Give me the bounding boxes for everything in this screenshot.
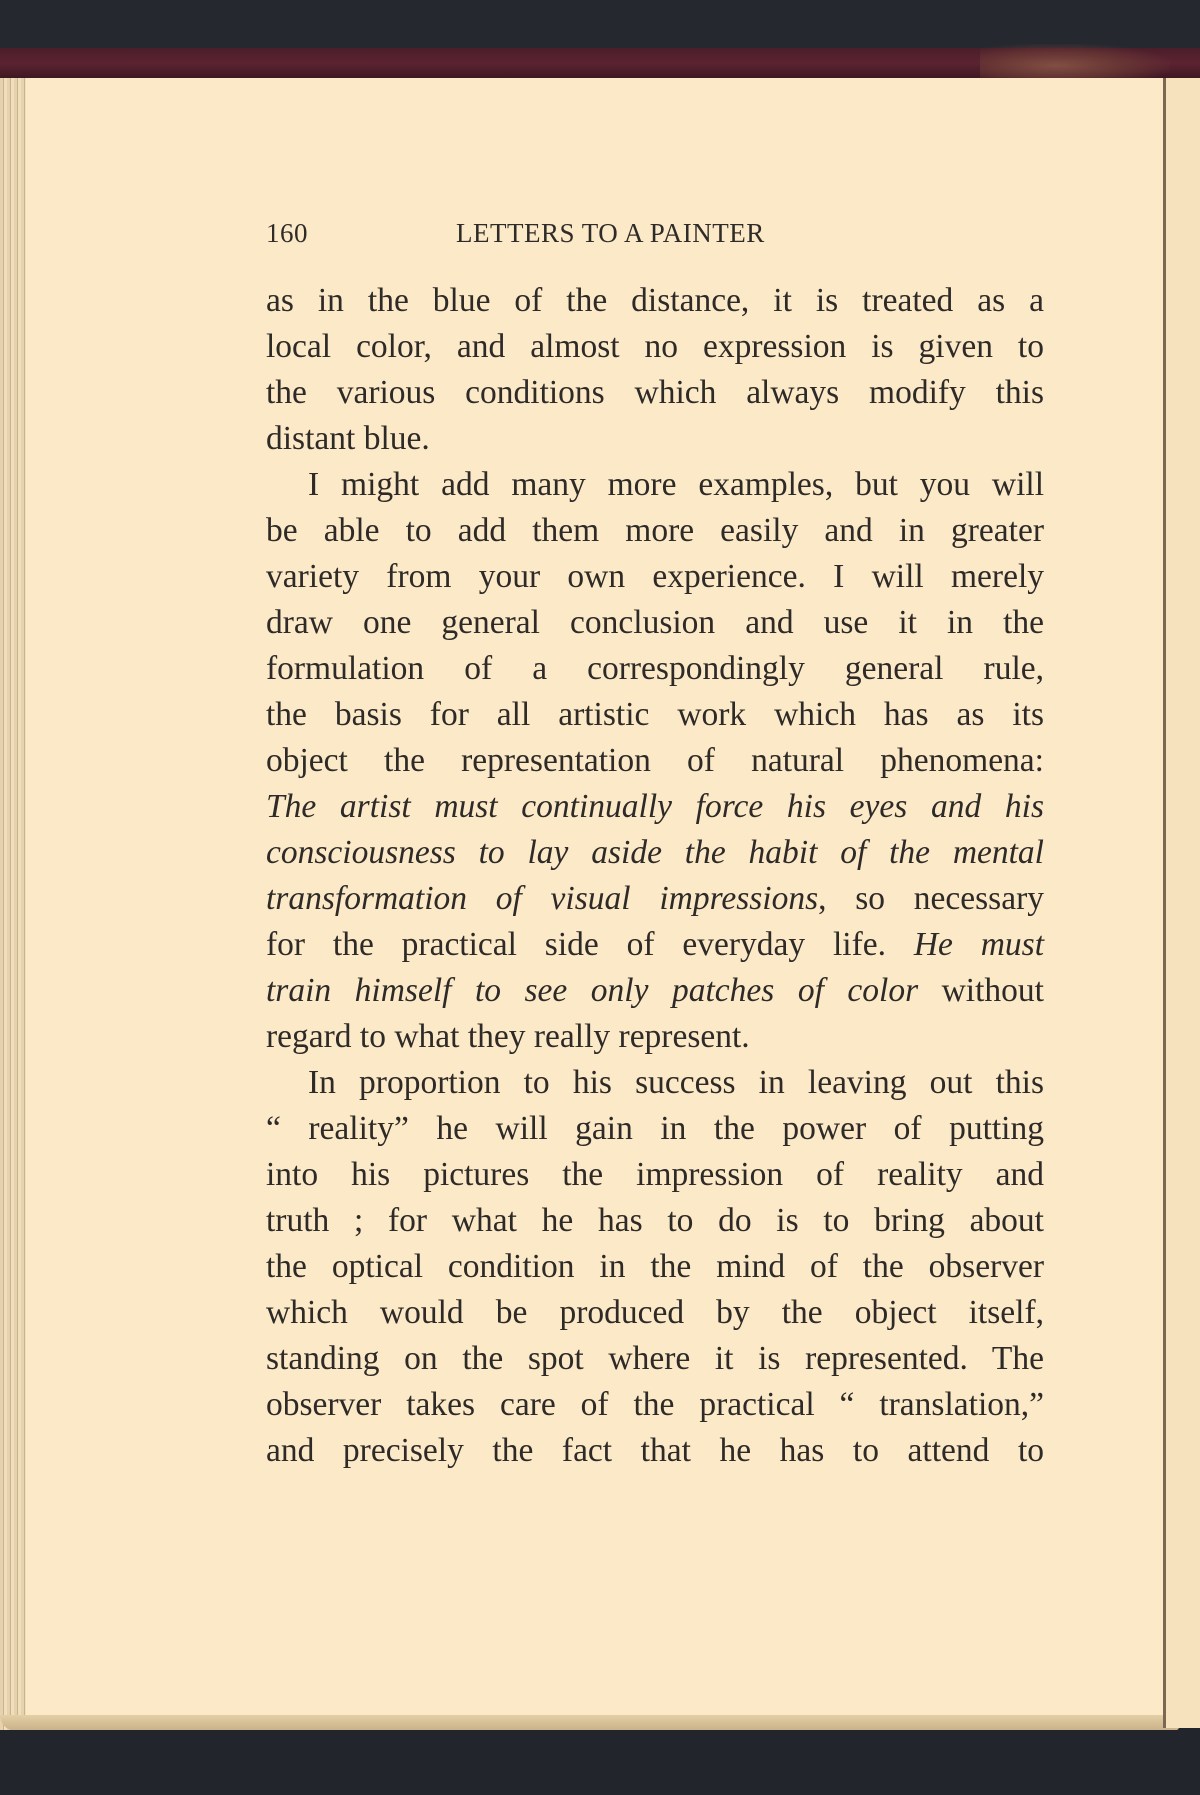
text-segment: local color, and almost no expression is given to <box>266 328 1044 365</box>
text-line <box>266 1106 1044 1152</box>
page-number: 160 <box>266 218 308 248</box>
text-segment: and precisely the fact that he has to attend to <box>266 1432 1044 1469</box>
text-line <box>266 646 1044 692</box>
text-segment: without <box>918 972 1044 1009</box>
text-segment: as in the blue of the distance, it is treated as a <box>266 282 1044 319</box>
text-segment: into his pictures the impression of reality and <box>266 1156 1044 1193</box>
text-segment: the basis for all artistic work which has as its <box>266 696 1044 733</box>
text-segment: truth ; for what he has to do is to bring about <box>266 1202 1044 1239</box>
italic-segment: consciousness to lay aside the habit of the mental <box>266 834 1044 871</box>
text-line <box>266 784 1044 830</box>
text-line <box>266 462 1044 508</box>
text-line <box>266 1336 1044 1382</box>
text-line <box>266 600 1044 646</box>
text-line <box>266 922 1044 968</box>
frayed-headband <box>980 44 1170 80</box>
page-edges-bottom <box>0 1715 1180 1731</box>
text-line <box>266 692 1044 738</box>
text-segment: variety from your own experience. I will merely <box>266 558 1044 595</box>
italic-segment: The artist must continually force his eyes and his <box>266 788 1044 825</box>
text-line <box>266 1152 1044 1198</box>
text-segment: which would be produced by the object itself, <box>266 1294 1044 1331</box>
text-line <box>266 370 1044 416</box>
text-line <box>266 1428 1044 1474</box>
text-line <box>266 1198 1044 1244</box>
text-segment: the optical condition in the mind of the observer <box>266 1248 1044 1285</box>
text-segment: , so necessary <box>818 880 1044 917</box>
text-segment: the various conditions which always modify this <box>266 374 1044 411</box>
text-segment: observer takes care of the practical “ translation,” <box>266 1386 1044 1423</box>
italic-segment: transformation of visual impressions <box>266 880 819 917</box>
text-line <box>266 554 1044 600</box>
text-line <box>266 1244 1044 1290</box>
text-line <box>266 876 1044 922</box>
text-segment: standing on the spot where it is represented. The <box>266 1340 1044 1377</box>
text-line <box>266 968 1044 1014</box>
text-line <box>266 278 1044 324</box>
text-segment: distant blue. <box>266 420 430 457</box>
text-line <box>266 738 1044 784</box>
running-title: LETTERS TO A PAINTER <box>456 218 765 248</box>
text-segment: draw one general conclusion and use it in the <box>266 604 1044 641</box>
text-segment: In proportion to his success in leaving out this <box>308 1064 1044 1101</box>
text-line <box>266 1060 1044 1106</box>
text-line <box>266 1014 1044 1060</box>
text-segment: I might add many more examples, but you will <box>308 466 1044 503</box>
text-line <box>266 324 1044 370</box>
text-line <box>266 508 1044 554</box>
body-text <box>266 278 1044 1474</box>
text-segment: “ reality” he will gain in the power of putting <box>266 1110 1044 1147</box>
text-line <box>266 1290 1044 1336</box>
text-segment: regard to what they really represent. <box>266 1018 750 1055</box>
facing-page-edge <box>1166 78 1200 1728</box>
text-segment: object the representation of natural phenomena: <box>266 742 1044 779</box>
text-segment: for the practical side of everyday life. <box>266 926 914 963</box>
italic-segment: He must <box>913 926 1044 963</box>
text-segment: be able to add them more easily and in greater <box>266 512 1044 549</box>
book-cover-bottom <box>0 1730 1200 1795</box>
text-line <box>266 416 1044 462</box>
book-cover-top <box>0 0 1200 50</box>
text-segment: formulation of a correspondingly general rule, <box>266 650 1044 687</box>
text-line <box>266 1382 1044 1428</box>
italic-segment: train himself to see only patches of color <box>266 972 919 1009</box>
text-line <box>266 830 1044 876</box>
